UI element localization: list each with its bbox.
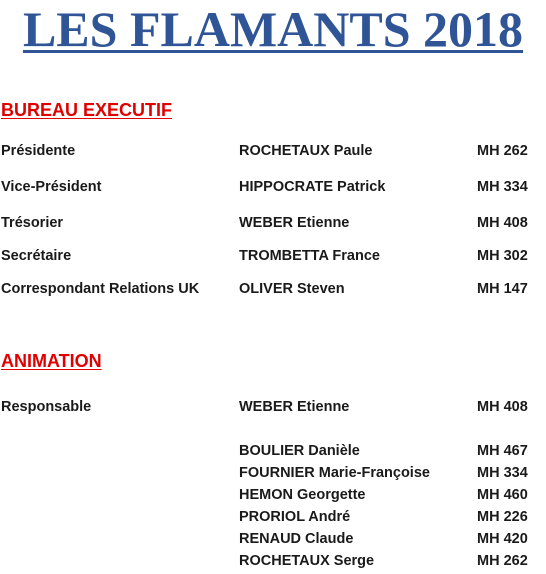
role-label: Présidente [1,143,76,159]
table-row [0,441,546,461]
table-row [0,551,546,571]
member-name: WEBER Etienne [239,399,350,415]
member-name: FOURNIER Marie-Françoise [239,465,430,481]
member-name: WEBER Etienne [239,215,350,231]
room-number: MH 262 [477,143,528,159]
table-row [0,463,546,483]
member-name: ROCHETAUX Serge [239,553,375,569]
room-number: MH 226 [477,509,528,525]
table-row [0,279,546,299]
member-name: RENAUD Claude [239,531,354,547]
role-label: Secrétaire [1,248,72,264]
room-number: MH 408 [477,215,528,231]
member-name: PRORIOL André [239,509,351,525]
table-row [0,507,546,527]
page-title: LES FLAMANTS 2018 [22,1,524,57]
role-label: Vice-Président [1,179,102,195]
room-number: MH 262 [477,553,528,569]
member-name: ROCHETAUX Paule [239,143,373,159]
member-name: BOULIER Danièle [239,443,360,459]
table-row [0,397,546,417]
section-heading-bureau-executif: BUREAU EXECUTIF [1,100,173,120]
role-label: Trésorier [1,215,64,231]
room-number: MH 420 [477,531,528,547]
room-number: MH 408 [477,399,528,415]
room-number: MH 302 [477,248,528,264]
member-name: HIPPOCRATE Patrick [239,179,386,195]
member-name: HEMON Georgette [239,487,366,503]
table-row [0,485,546,505]
section-heading-animation: ANIMATION [1,351,102,371]
table-row [0,246,546,266]
table-row [0,177,546,197]
room-number: MH 334 [477,465,528,481]
room-number: MH 467 [477,443,528,459]
role-label: Responsable [1,399,92,415]
member-name: TROMBETTA France [239,248,380,264]
table-row [0,213,546,233]
table-row [0,529,546,549]
room-number: MH 334 [477,179,528,195]
role-label: Correspondant Relations UK [1,281,200,297]
member-name: OLIVER Steven [239,281,345,297]
room-number: MH 147 [477,281,528,297]
room-number: MH 460 [477,487,528,503]
table-row [0,141,546,161]
